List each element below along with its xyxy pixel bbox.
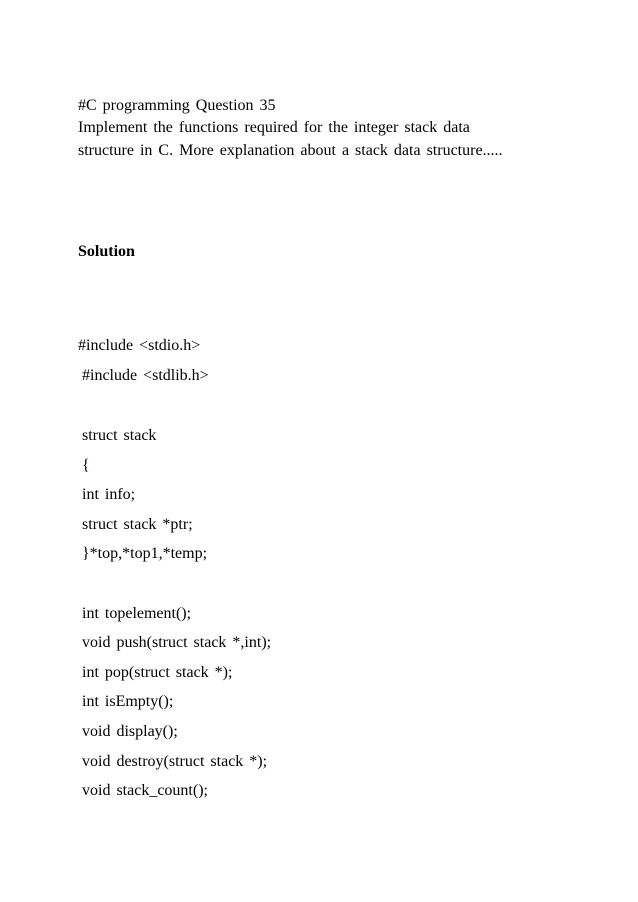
code-line-pop: int pop(struct stack *); [82,664,233,681]
code-line-push: void push(struct stack *,int); [82,634,272,651]
solution-heading: Solution [78,243,135,260]
code-line-topelement: int topelement(); [82,605,192,622]
code-line-isempty: int isEmpty(); [82,693,174,710]
code-line-close-brace-vars: }*top,*top1,*temp; [82,545,208,562]
question-text-line-2: structure in C. More explanation about a stack data structure..... [78,142,503,159]
code-line-struct-ptr: struct stack *ptr; [82,516,193,533]
code-line-include-stdio: #include <stdio.h> [78,337,201,354]
code-line-stack-count: void stack_count(); [82,782,208,799]
code-line-open-brace: { [82,457,90,474]
code-line-struct-stack: struct stack [82,427,157,444]
question-text-line-1: Implement the functions required for the integer stack data [78,119,470,136]
code-line-display: void display(); [82,723,178,740]
question-title: #C programming Question 35 [78,97,276,114]
code-line-int-info: int info; [82,486,136,503]
code-line-destroy: void destroy(struct stack *); [82,753,268,770]
code-line-include-stdlib: #include <stdlib.h> [82,367,209,384]
